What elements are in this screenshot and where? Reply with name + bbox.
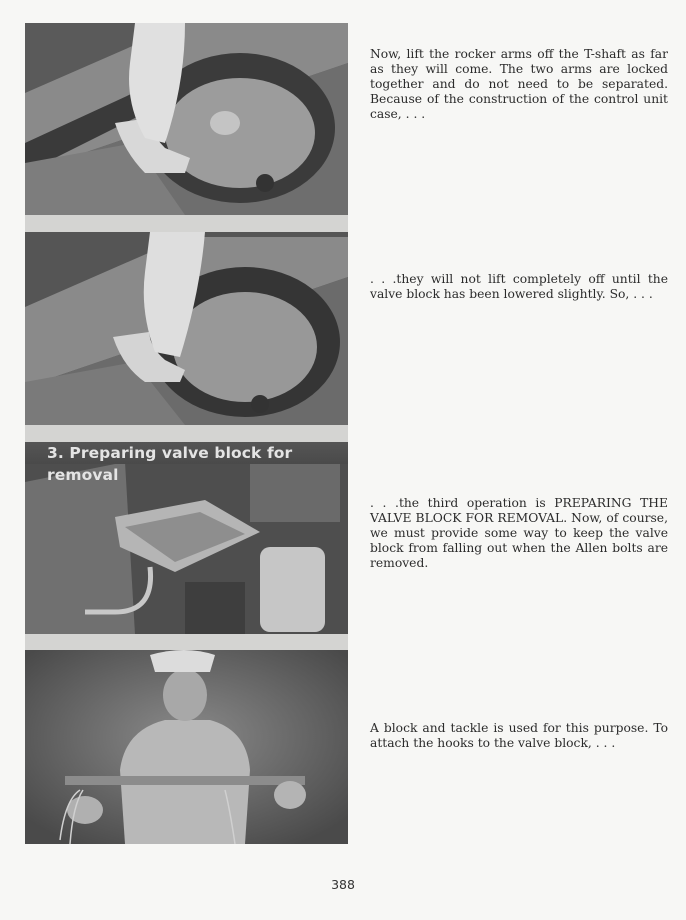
paragraph-block-and-tackle: A block and tackle is used for this purpose. To attach the hooks to the valve block, . . .	[370, 721, 668, 750]
divider-band	[25, 634, 348, 650]
photo-caption: 3. Preparing valve block for removal	[25, 442, 348, 464]
paragraph-lift-off: . . .they will not lift completely off until the valve block has been lowered slightly. So, . . .	[370, 272, 668, 301]
paragraph-rocker-arms: Now, lift the rocker arms off the T-shaft as far as they will come. The two arms are locked together and do not need to be separated. Because of the construction of the control unit case, . . .	[370, 47, 668, 121]
photo-rocker-arms-lowered	[25, 232, 348, 425]
paragraph-third-operation: . . .the third operation is PREPARING THE VALVE BLOCK FOR REMOVAL. Now, of course, we must provide some way to keep the valve block from falling out when the Allen bolts are removed.	[370, 496, 668, 570]
page-number: 388	[331, 877, 355, 892]
divider-band	[25, 425, 348, 442]
photo-block-and-tackle	[25, 650, 348, 844]
photo-preparing-valve-block	[25, 442, 348, 634]
photo-column	[25, 23, 348, 844]
divider-band	[25, 215, 348, 232]
photo-rocker-arms-lift	[25, 23, 348, 215]
